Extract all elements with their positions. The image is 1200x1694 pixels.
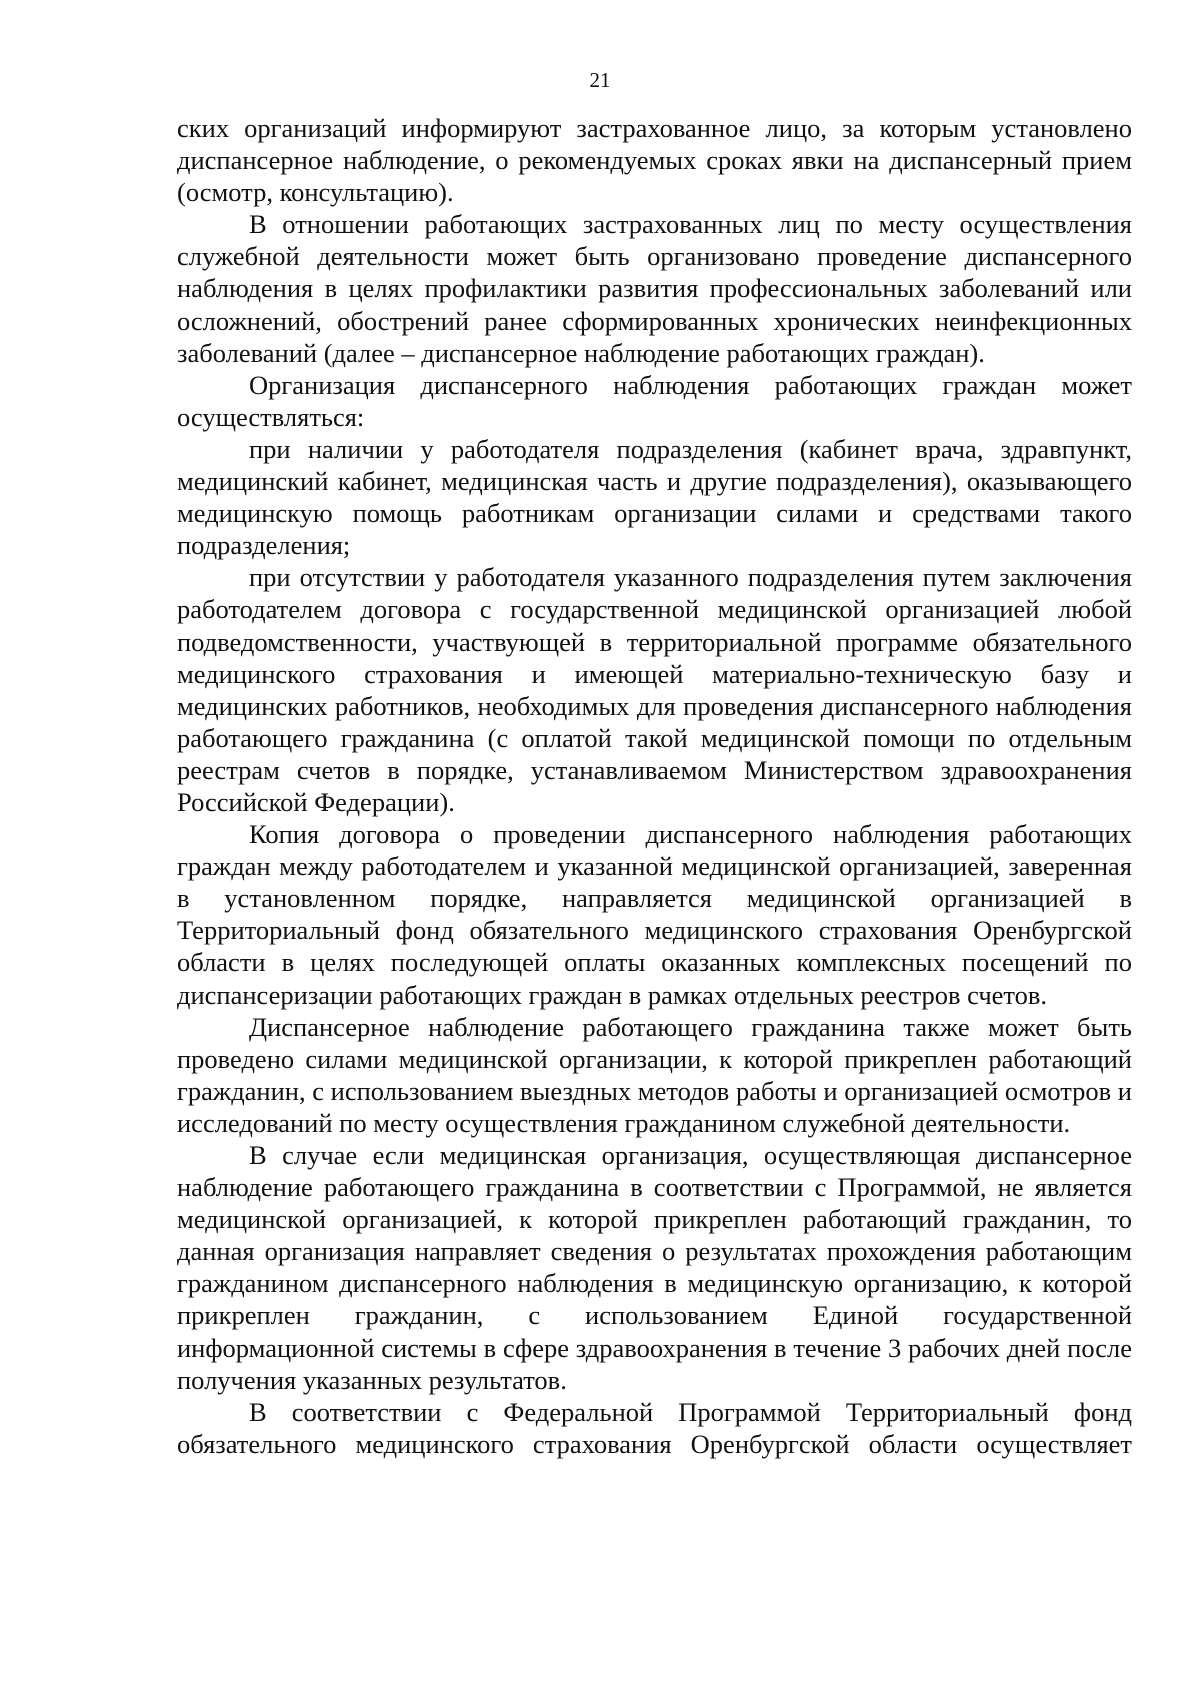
- paragraph-organization-intro: Организация диспансерного наблюдения работающих граждан может осуществляться:: [177, 369, 1132, 432]
- paragraph-employer-unit-absent: при отсутствии у работодателя указанного подразделения путем заключения работодателем договора с государственной медицинской организацией любой подведомственности, участвующей в территориальной программе обязательного медицинского страхования и имеющей материально-техническую базу и медицинских работников, необходимых для проведения диспансерного наблюдения работающего гражданина (с оплатой такой медицинской помощи по отдельным реестрам счетов в порядке, устанавливаемом Министерством здравоохранения Российской Федерации).: [177, 562, 1132, 817]
- paragraph-results-transfer: В случае если медицинская организация, осуществляющая диспансерное наблюдение работающего гражданина в соответствии с Программой, не является медицинской организацией, к которой прикреплен работающий гражданин, то данная организация направляет сведения о результатах прохождения работающим гражданином диспансерного наблюдения в медицинскую организацию, к которой прикреплен гражданин, с использованием Единой государственной информационной системы в сфере здравоохранения в течение 3 рабочих дней после получения указанных результатов.: [177, 1140, 1132, 1395]
- paragraph-contract-copy: Копия договора о проведении диспансерного наблюдения работающих граждан между работодателем и указанной медицинской организацией, заверенная в установленном порядке, направляется медицинской организацией в Территориальный фонд обязательного медицинского страхования Оренбургской области в целях последующей оплаты оказанных комплексных посещений по диспансеризации работающих граждан в рамках отдельных реестров счетов.: [177, 819, 1132, 1010]
- page-number: 21: [589, 68, 611, 92]
- document-body: [177, 112, 1132, 1460]
- paragraph-working-insured: В отношении работающих застрахованных лиц по месту осуществления служебной деятельности может быть организовано проведение диспансерного наблюдения в целях профилактики развития профессиональных заболеваний или осложнений, обострений ранее сформированных хронических неинфекционных заболеваний (далее – диспансерное наблюдение работающих граждан).: [177, 209, 1132, 368]
- paragraph-employer-unit-present: при наличии у работодателя подразделения (кабинет врача, здравпункт, медицинский кабинет, медицинская часть и другие подразделения), оказывающего медицинскую помощь работникам организации силами и средствами такого подразделения;: [177, 433, 1132, 561]
- paragraph-attached-organization: Диспансерное наблюдение работающего гражданина также может быть проведено силами медицинской организации, к которой прикреплен работающий гражданин, с использованием выездных методов работы и организацией осмотров и исследований по месту осуществления гражданином служебной деятельности.: [177, 1011, 1132, 1138]
- paragraph-federal-program: В соответствии с Федеральной Программой Территориальный фонд обязательного медицинского страхования Оренбургской области осуществляет: [177, 1396, 1132, 1459]
- paragraph-continuation: ских организаций информируют застрахованное лицо, за которым установлено диспансерное наблюдение, о рекомендуемых сроках явки на диспансерный прием (осмотр, консультацию).: [177, 113, 1132, 208]
